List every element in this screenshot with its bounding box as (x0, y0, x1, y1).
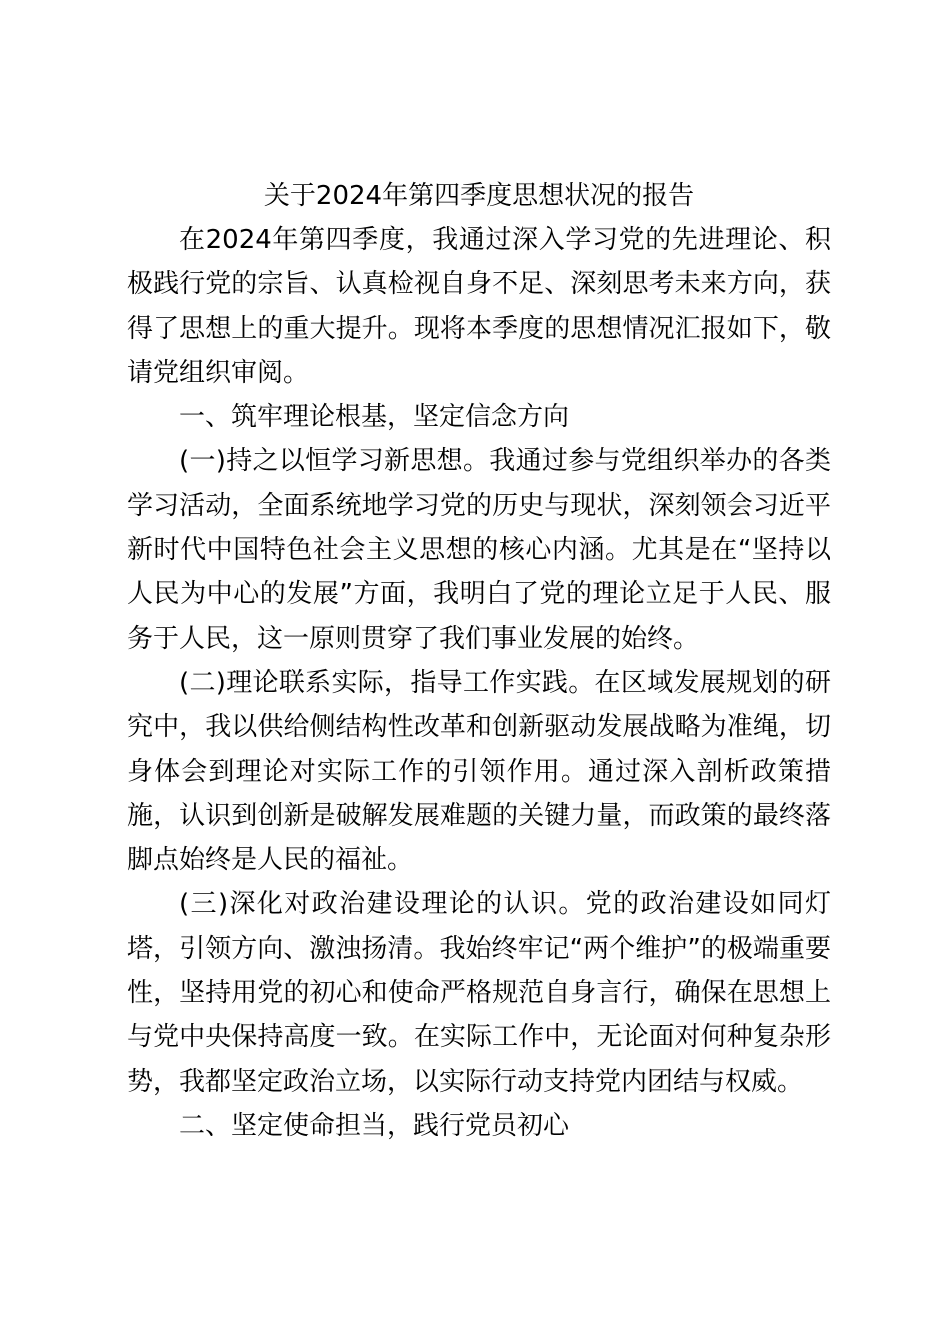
section-2-heading: 二、坚定使命担当，践行党员初心 (179, 1110, 570, 1141)
document-page (127, 174, 831, 1148)
section-1-heading: 一、筑牢理论根基，坚定信念方向 (179, 402, 570, 433)
intro-paragraph: 在2024年第四季度，我通过深入学习党的先进理论、积极践行党的宗旨、认真检视自身不足、深刻思考未来方向，获得了思想上的重大提升。现将本季度的思想情况汇报如下，敬请党组织审阅。 (127, 225, 831, 388)
section-1-paragraph-3: (三)深化对政治建设理论的认识。党的政治建设如同灯塔，引领方向、激浊扬清。我始终牢记“两个维护”的极端重要性，坚持用党的初心和使命严格规范自身言行，确保在思想上与党中央保持高度一致。在实际工作中，无论面对何种复杂形势，我都坚定政治立场，以实际行动支持党内团结与权威。 (127, 889, 831, 1097)
section-1-paragraph-1: (一)持之以恒学习新思想。我通过参与党组织举办的各类学习活动，全面系统地学习党的历史与现状，深刻领会习近平新时代中国特色社会主义思想的核心内涵。尤其是在“坚持以人民为中心的发展”方面，我明白了党的理论立足于人民、服务于人民，这一原则贯穿了我们事业发展的始终。 (127, 446, 831, 654)
document-title: 关于2024年第四季度思想状况的报告 (263, 181, 695, 211)
section-1-paragraph-2: (二)理论联系实际，指导工作实践。在区域发展规划的研究中，我以供给侧结构性改革和创新驱动发展战略为准绳，切身体会到理论对实际工作的引领作用。通过深入剖析政策措施，认识到创新是破解发展难题的关键力量，而政策的最终落脚点始终是人民的福祉。 (127, 667, 831, 876)
